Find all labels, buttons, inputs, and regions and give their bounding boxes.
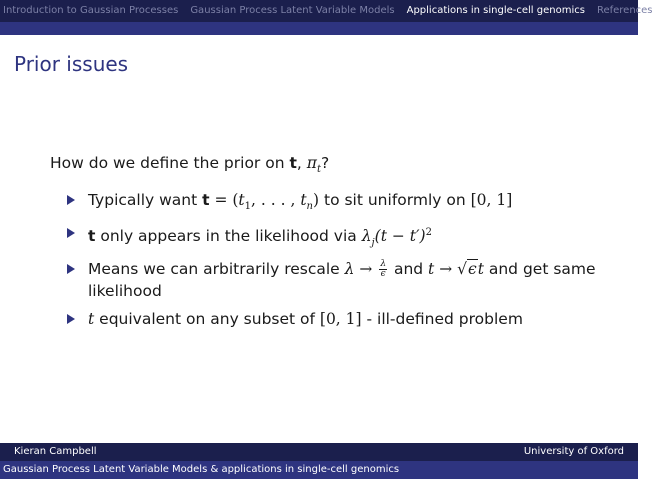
bullet-item-rescale: Means we can arbitrarily rescale λ → $\frac{\lambda}{\epsilon}$ and t → √ϵt and get same likelihood <box>67 258 610 302</box>
nav-item-introduction[interactable]: Introduction to Gaussian Processes <box>3 5 179 16</box>
footer-short-title: Gaussian Process Latent Variable Models & applications in single-cell genomics <box>3 464 400 475</box>
slide-body <box>50 152 610 334</box>
footer-title-bar <box>0 461 638 479</box>
bullet-item-likelihood: t only appears in the likelihood via $\lambda_j(t - t')^2$ <box>67 222 610 254</box>
slide-title: Prior issues <box>14 52 129 76</box>
nav-item-applications[interactable]: Applications in single-cell genomics <box>406 5 585 16</box>
nav-item-references[interactable]: References <box>596 5 653 16</box>
bullet-triangle-icon <box>67 228 75 238</box>
nav-item-gplvm[interactable]: Gaussian Process Latent Variable Models <box>190 5 395 16</box>
bullet-triangle-icon <box>67 195 75 205</box>
bullet-item-uniform: Typically want $t = (t_1$, . . . , $t_n$) to sit uniformly on [0, 1] <box>67 189 610 218</box>
footer-institution: University of Oxford <box>523 446 624 457</box>
sqrt-epsilon: √ϵ <box>457 260 477 279</box>
intro-question: How do we define the prior on t, $\pi_t$? <box>50 154 330 176</box>
subsection-bar <box>0 22 638 35</box>
bullet-list <box>50 189 610 330</box>
footer-author: Kieran Campbell <box>14 446 97 457</box>
bullet-triangle-icon <box>67 264 75 274</box>
bullet-item-ill-defined: t equivalent on any subset of [0, 1] - ill-defined problem <box>67 308 610 330</box>
section-navigation-bar <box>0 0 653 22</box>
lambda-over-epsilon-fraction: $\frac{\lambda}{\epsilon}$ <box>380 259 387 280</box>
footer-author-bar <box>0 443 638 461</box>
bullet-triangle-icon <box>67 314 75 324</box>
